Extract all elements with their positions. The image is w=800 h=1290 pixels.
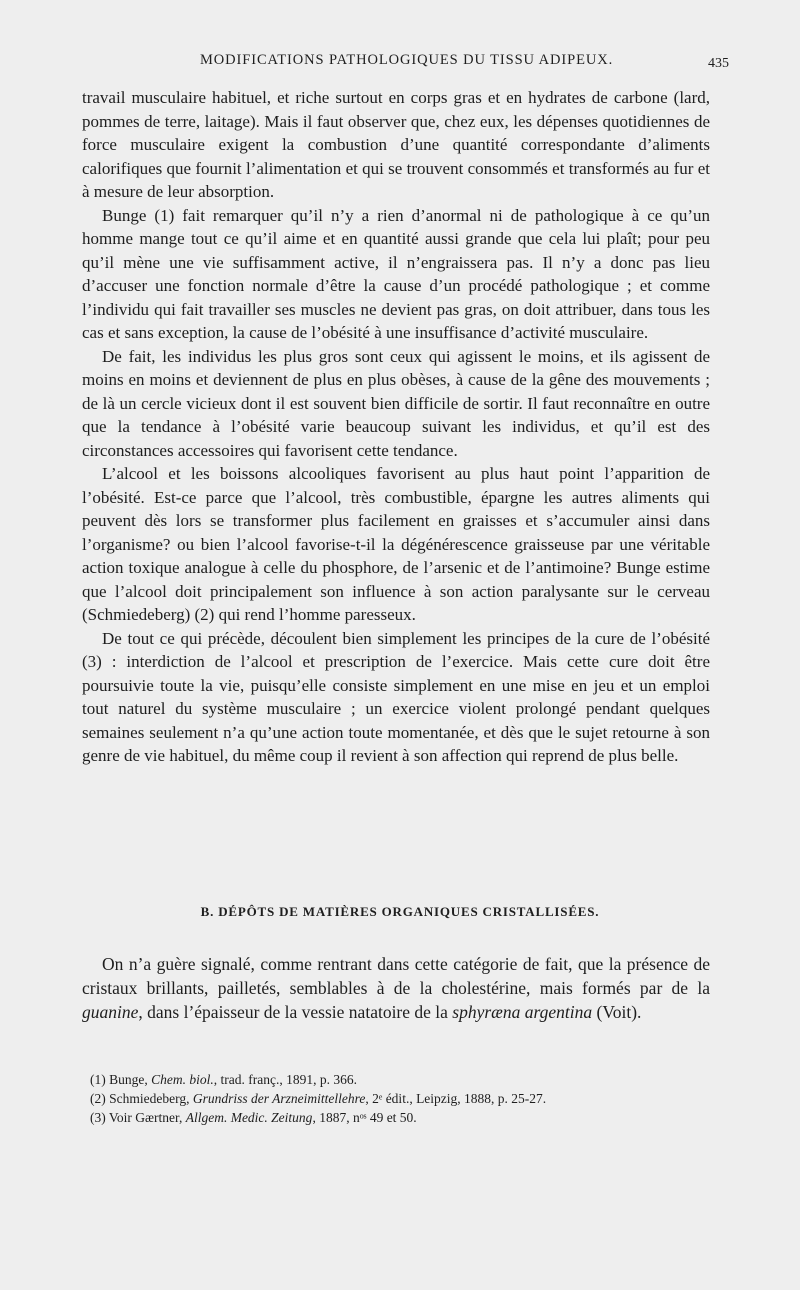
footnote-text: (3) Voir Gærtner, [90,1110,186,1125]
main-text [82,86,710,768]
footnotes [90,1070,710,1127]
footnote-text: , trad. franç., 1891, p. 366. [213,1072,357,1087]
text-span: , dans l’épaisseur de la vessie natatoire de la [138,1002,453,1022]
running-title: MODIFICATIONS PATHOLOGIQUES DU TISSU ADIPEUX. [200,52,614,68]
footnote [90,1108,710,1127]
footnote-text: , 2ᵉ édit., Leipzig, 1888, p. 25-27. [365,1091,547,1106]
footnote-text: (2) Schmiedeberg, [90,1091,193,1106]
footnote-title: Grundriss der Arzneimittellehre [192,1091,366,1106]
italic-term: guanine [82,1002,139,1022]
paragraph: De tout ce qui précède, découlent bien simplement les principes de la cure de l’obésité (3) : interdiction de l’alcool et prescription de l’exercice. Mais cette cure doit être poursuivie toute la vie, puisqu’elle consiste simplement en une mise en jeu et un emploi tout naturel du système musculaire ; un exercice violent prolongé pendant quelques semaines seulement n’a qu’une action toute momentanée, et dès que le sujet retourne à son genre de vie habituel, du même coup il revient à son affection qui reprend de plus belle. [82,628,710,765]
page-header [0,52,800,72]
text-span: On n’a guère signalé, comme rentrant dans cette catégorie de fait, que la présence de cristaux brillants, pailletés, semblables à de la cholestérine, mais formés par de la [82,954,710,998]
footnote-text: (1) Bunge, [90,1072,152,1087]
footnote-title: Chem. biol. [151,1072,214,1087]
section-heading: B. DÉPÔTS DE MATIÈRES ORGANIQUES CRISTALLISÉES. [200,904,600,919]
paragraph: L’alcool et les boissons alcooliques favorisent au plus haut point l’apparition de l’obésité. Est-ce parce que l’alcool, très combustible, épargne les autres aliments qui peuvent dès lors se transformer plus facilement en graisses et s’accumuler ainsi dans l’organisme? ou bien l’alcool favorise-t-il la dégénérescence graisseuse par une véritable action toxique analogue à celle du phosphore, de l’arsenic et de l’antimoine? Bunge estime que l’alcool doit principalement son influence à son action paralysante sur le cerveau (Schmiedeberg) (2) qui rend l’homme paresseux. [82,464,710,624]
page-number: 435 [708,56,729,71]
paragraph: De fait, les individus les plus gros sont ceux qui agissent le moins, et ils agissent de moins en moins et deviennent de plus en plus obèses, à cause de la gêne des mouvements ; de là un cercle vicieux dont il est souvent bien difficile de sortir. Il faut reconnaître en outre que la tendance à l’obésité varie beaucoup suivant les individus, et qu’il est des circonstances accessoires qui favorisent cette tendance. [82,346,710,460]
section-text [82,952,710,1024]
paragraph [82,952,710,1024]
footnote-title: Allgem. Medic. Zeitung [185,1110,313,1125]
paragraph: travail musculaire habituel, et riche surtout en corps gras et en hydrates de carbone (lard, pommes de terre, laitage). Mais il faut observer que, chez eux, les dépenses quotidiennes de force musculaire exigent la combustion d’une quantité correspondante d’aliments calorifiques que fournit l’alimentation et qui se trouvent consommés et transformés au fur et à mesure de leur absorption. [82,88,710,201]
species-name: sphyræna argentina [452,1002,593,1022]
footnote-text: , 1887, nᵒˢ 49 et 50. [312,1110,417,1125]
footnote [90,1070,710,1089]
paragraph: Bunge (1) fait remarquer qu’il n’y a rien d’anormal ni de pathologique à ce qu’un homme mange tout ce qu’il aime et en quantité aussi grande que cela lui plaît; pour peu qu’il mène une vie suffisamment active, il n’engraissera pas. Il n’y a donc pas lieu d’accuser une fonction normale d’être la cause d’un procédé pathologique ; et comme l’individu qui fait travailler ses muscles ne devient pas gras, on doit attribuer, dans tous les cas et sans exception, la cause de l’obésité à une insuffisance d’activité musculaire. [82,205,710,342]
text-span: (Voit). [592,1002,642,1022]
footnote [90,1089,710,1108]
